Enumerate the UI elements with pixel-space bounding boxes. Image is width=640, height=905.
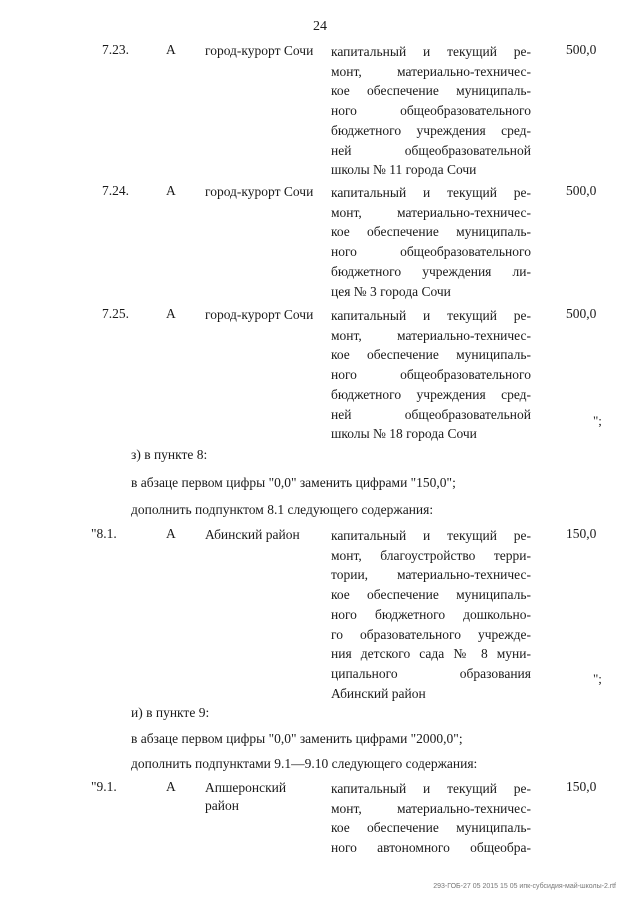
entry-amount: 500,0 bbox=[566, 42, 597, 57]
entry-amount: 150,0 bbox=[566, 526, 597, 541]
entry-description: капитальный и текущий ре- монт, материально-техничес- кое обеспечение муниципаль- ного общеобразовательного бюджетного учреждения сред- ней общеобразовательной школы № 18 города Сочи bbox=[331, 308, 531, 442]
closing-quote: "; bbox=[593, 413, 602, 428]
entry-number: 7.25. bbox=[102, 306, 129, 321]
paragraph: в абзаце первом цифры "0,0" заменить цифрами "2000,0"; bbox=[131, 731, 463, 746]
entry-amount: 500,0 bbox=[566, 183, 597, 198]
entry-amount: 500,0 bbox=[566, 306, 597, 321]
entry-number: "8.1. bbox=[91, 526, 117, 541]
entry-category: А bbox=[166, 42, 176, 57]
entry-region: Абинский район bbox=[205, 527, 300, 542]
entry-description: капитальный и текущий ре- монт, благоустройство терри- тории, материально-техничес- кое обеспечение муниципаль- ного бюджетного дошкольно- го образовательного учрежде- ния детского сада № 8 муни- ципального образования Абинский район bbox=[331, 528, 531, 701]
paragraph: з) в пункте 8: bbox=[131, 447, 208, 462]
entry-amount: 150,0 bbox=[566, 779, 597, 794]
entry-region: город-курорт Сочи bbox=[205, 184, 314, 199]
entry-category: А bbox=[166, 779, 176, 794]
entry-number: "9.1. bbox=[91, 779, 117, 794]
entry-description: капитальный и текущий ре- монт, материально-техничес- кое обеспечение муниципаль- ного общеобразовательного бюджетного учреждения ли- цея № 3 города Сочи bbox=[331, 185, 531, 299]
entry-category: А bbox=[166, 306, 176, 321]
entry-category: А bbox=[166, 526, 176, 541]
paragraph: и) в пункте 9: bbox=[131, 705, 210, 720]
entry-description: капитальный и текущий ре- монт, материально-техничес- кое обеспечение муниципаль- ного общеобразовательного бюджетного учреждения сред- ней общеобразовательной школы № 11 города Сочи bbox=[331, 44, 531, 178]
paragraph: дополнить подпунктами 9.1—9.10 следующего содержания: bbox=[131, 756, 478, 771]
entry-region: город-курорт Сочи bbox=[205, 307, 314, 322]
entry-region: Апшеронский район bbox=[205, 780, 287, 813]
page-number: 24 bbox=[313, 19, 327, 34]
entry-description: капитальный и текущий ре- монт, материально-техничес- кое обеспечение муниципаль- ного автономного общеобра- bbox=[331, 781, 531, 856]
paragraph: дополнить подпунктом 8.1 следующего содержания: bbox=[131, 502, 434, 517]
entry-category: А bbox=[166, 183, 176, 198]
closing-quote: "; bbox=[593, 671, 602, 686]
paragraph: в абзаце первом цифры "0,0" заменить цифрами "150,0"; bbox=[131, 475, 456, 490]
entry-number: 7.24. bbox=[102, 183, 129, 198]
footer-filename: 293-ГОБ-27 05 2015 15 05 ипк-субсидия-май-школы-2.rtf bbox=[433, 883, 616, 890]
entry-number: 7.23. bbox=[102, 42, 129, 57]
entry-region: город-курорт Сочи bbox=[205, 43, 314, 58]
